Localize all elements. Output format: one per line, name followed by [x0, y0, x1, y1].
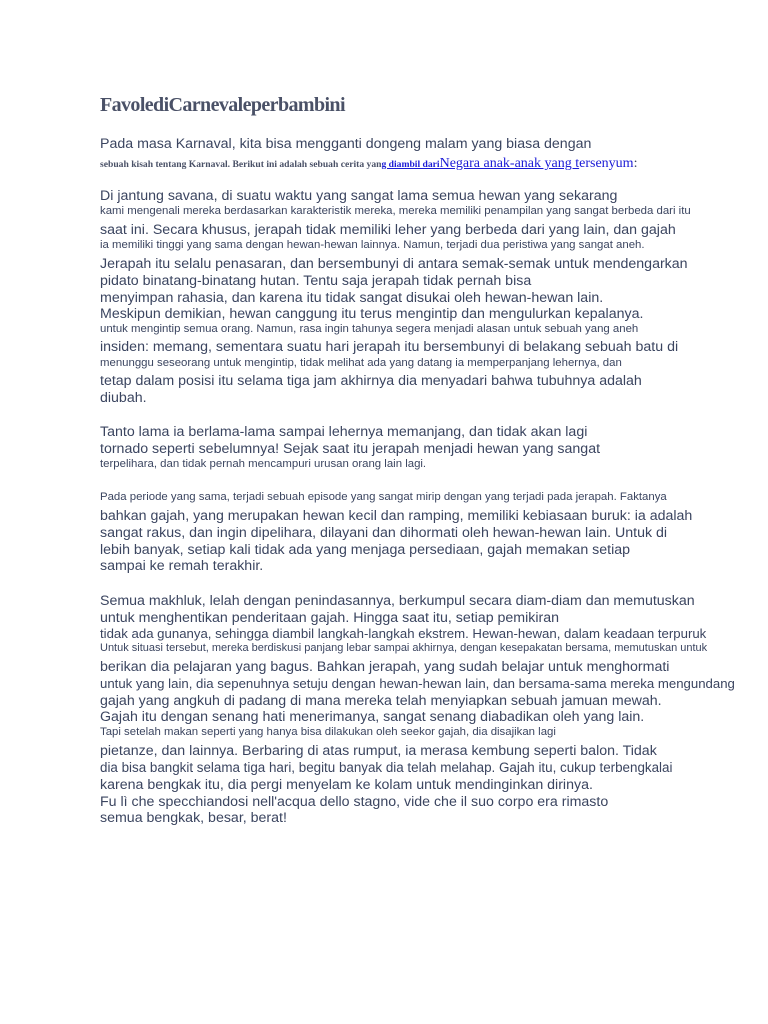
p1-line-8: Meskipun demikian, hewan canggung itu terus mengintip dan mengulurkan kepalanya. [100, 306, 644, 322]
p1-line-13: diubah. [100, 390, 147, 406]
p4-line-5: berikan dia pelajaran yang bagus. Bahkan jerapah, yang sudah belajar untuk menghormati [100, 659, 670, 675]
p4-line-9: Tapi setelah makan seperti yang hanya bisa dilakukan oleh seekor gajah, dia disajikan lagi [100, 726, 556, 738]
p4-line-14: semua bengkak, besar, berat! [100, 810, 287, 826]
p2-line-3: terpelihara, dan tidak pernah mencampuri urusan orang lain lagi. [100, 458, 427, 470]
p2-line-2: tornado seperti sebelumnya! Sejak saat itu jerapah menjadi hewan yang sangat [100, 441, 601, 457]
p1-line-7: menyimpan rahasia, dan karena itu tidak sangat disukai oleh hewan-hewan lain. [100, 290, 604, 306]
p3-line-1: Pada periode yang sama, terjadi sebuah episode yang sangat mirip dengan yang terjadi pada jerapah. Faktanya [100, 491, 667, 503]
p1-line-1: Di jantung savana, di suatu waktu yang sangat lama semua hewan yang sekarang [100, 188, 618, 204]
p1-line-12: tetap dalam posisi itu selama tiga jam akhirnya dia menyadari bahwa tubuhnya adalah [100, 373, 642, 389]
source-link-small[interactable]: g diambil dari [381, 159, 440, 170]
p4-line-8: Gajah itu dengan senang hati menerimanya, sangat senang diabadikan oleh yang lain. [100, 709, 645, 725]
p4-line-11: dia bisa bangkit selama tiga hari, begitu banyak dia telah melahap. Gajah itu, cukup terbengkalai [100, 760, 673, 775]
p1-line-11: menunggu seseorang untuk mengintip, tidak melihat ada yang datang ia memperpanjang lehernya, dan [100, 357, 622, 369]
intro-line-1: Pada masa Karnaval, kita bisa mengganti dongeng malam yang biasa dengan [100, 136, 592, 152]
p1-line-4: ia memiliki tinggi yang sama dengan hewan-hewan lainnya. Namun, terjadi dua peristiwa yang sangat aneh. [100, 239, 645, 251]
p4-line-6: untuk yang lain, dia sepenuhnya setuju dengan hewan-hewan lain, dan bersama-sama mereka mengundang [100, 676, 735, 691]
p4-line-1: Semua makhluk, lelah dengan penindasannya, berkumpul secara diam-diam dan memutuskan [100, 593, 695, 609]
p3-line-3: sangat rakus, dan ingin dipelihara, dilayani dan dihormati oleh hewan-hewan lain. Untuk di [100, 525, 668, 541]
p4-line-4: Untuk situasi tersebut, mereka berdiskusi panjang lebar sampai akhirnya, dengan kesepakatan bersama, memutuskan untuk [100, 642, 708, 654]
p1-line-6: pidato binatang-binatang hutan. Tentu saja jerapah tidak pernah bisa [100, 273, 532, 289]
p1-line-5: Jerapah itu selalu penasaran, dan bersembunyi di antara semak-semak untuk mendengarkan [100, 256, 688, 272]
p4-line-13: Fu lì che specchiandosi nell'acqua dello stagno, vide che il suo corpo era rimasto [100, 794, 609, 810]
p4-line-3: tidak ada gunanya, sehingga diambil langkah-langkah ekstrem. Hewan-hewan, dalam keadaan terpuruk [100, 626, 707, 641]
p2-line-1: Tanto lama ia berlama-lama sampai lehernya memanjang, dan tidak akan lagi [100, 424, 588, 440]
source-link-tail: ersenyum [579, 156, 634, 171]
source-link[interactable]: Negara anak-anak yang t [439, 156, 580, 171]
p1-line-2: kami mengenali mereka berdasarkan karakteristik mereka, mereka memiliki penampilan yang sangat berbeda dari itu [100, 205, 691, 217]
p3-line-2: bahkan gajah, yang merupakan hewan kecil dan ramping, memiliki kebiasaan buruk: ia adalah [100, 508, 693, 524]
p3-line-4: lebih banyak, setiap kali tidak ada yang menjaga persediaan, gajah memakan setiap [100, 542, 631, 558]
intro-text: sebuah kisah tentang Karnaval. Berikut ini adalah sebuah cerita yan [100, 159, 382, 170]
p3-line-5: sampai ke remah terakhir. [100, 558, 264, 574]
p1-line-3: saat ini. Secara khusus, jerapah tidak memiliki leher yang berbeda dari yang lain, dan gajah [100, 222, 676, 238]
page-title: FavolediCarnevaleperbambini [100, 94, 345, 116]
p4-line-10: pietanze, dan lainnya. Berbaring di atas rumput, ia merasa kembung seperti balon. Tidak [100, 743, 657, 759]
p4-line-2: untuk menghentikan penderitaan gajah. Hingga saat itu, setiap pemikiran [100, 610, 560, 626]
p1-line-10: insiden: memang, sementara suatu hari jerapah itu bersembunyi di belakang sebuah batu di [100, 339, 679, 355]
p1-line-9: untuk mengintip semua orang. Namun, rasa ingin tahunya segera menjadi alasan untuk sebuah yang aneh [100, 323, 639, 335]
intro-colon: : [633, 156, 638, 171]
p4-line-7: gajah yang angkuh di padang di mana mereka telah menyiapkan sebuah jamuan mewah. [100, 693, 662, 709]
intro-line-2 [100, 155, 637, 171]
p4-line-12: karena bengkak itu, dia pergi menyelam ke kolam untuk mendinginkan dirinya. [100, 777, 593, 793]
